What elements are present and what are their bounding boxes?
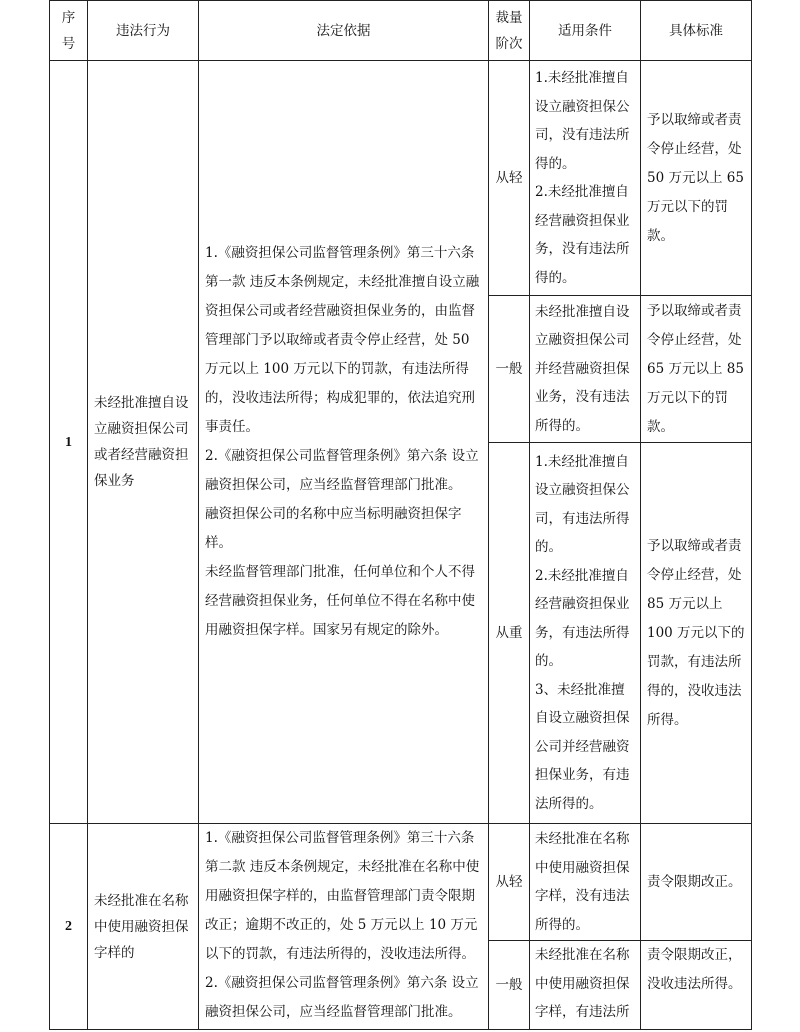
header-std: 具体标准 bbox=[641, 1, 752, 61]
header-basis: 法定依据 bbox=[199, 1, 489, 61]
applicable-condition bbox=[530, 443, 641, 824]
legal-basis-paragraph: 未经监督管理部门批准，任何单位和个人不得经营融资担保业务，任何单位不得在名称中使用融资担保字样。国家另有规定的除外。 bbox=[205, 564, 475, 638]
row-number: 2 bbox=[50, 824, 88, 1030]
violation-act: 未经批准擅自设立融资担保公司或者经营融资担保业务 bbox=[88, 61, 199, 824]
legal-basis-paragraph: 2.《融资担保公司监督管理条例》第六条 设立融资担保公司，应当经监督管理部门批准。 bbox=[205, 975, 479, 1020]
specific-standard: 予以取缔或者责令停止经营，处 65 万元以上 85 万元以下的罚款。 bbox=[641, 296, 752, 443]
condition-item: 未经批准在名称中使用融资担保字样，有违法所 bbox=[535, 947, 630, 1020]
header-seq: 序号 bbox=[50, 1, 88, 61]
applicable-condition bbox=[530, 941, 641, 1030]
row-number: 1 bbox=[50, 61, 88, 824]
header-cond: 适用条件 bbox=[530, 1, 641, 61]
discretion-level: 从轻 bbox=[489, 824, 530, 941]
specific-standard: 责令限期改正。 bbox=[641, 824, 752, 941]
table-row bbox=[50, 61, 752, 296]
header-act: 违法行为 bbox=[88, 1, 199, 61]
discretion-level: 一般 bbox=[489, 941, 530, 1030]
header-level: 裁量阶次 bbox=[489, 1, 530, 61]
condition-item: 2.未经批准擅自经营融资担保业务，有违法所得的。 bbox=[535, 567, 630, 670]
violation-act: 未经批准在名称中使用融资担保字样的 bbox=[88, 824, 199, 1030]
applicable-condition bbox=[530, 296, 641, 443]
specific-standard: 予以取缔或者责令停止经营，处 50 万元以上 65 万元以下的罚款。 bbox=[641, 61, 752, 296]
legal-basis-paragraph: 融资担保公司的名称中应当标明融资担保字样。 bbox=[205, 506, 462, 551]
legal-basis-paragraph: 1.《融资担保公司监督管理条例》第三十六条第二款 违反本条例规定，未经批准在名称中使用融资担保字样的，由监督管理部门责令限期改正；逾期不改正的，处 5 万元以上 10 万元以下的罚款，有违法所得的，没收违法所得。 bbox=[205, 830, 480, 962]
discretion-level: 一般 bbox=[489, 296, 530, 443]
specific-standard: 责令限期改正，没收违法所得。 bbox=[641, 941, 752, 1030]
applicable-condition bbox=[530, 61, 641, 296]
condition-item: 2.未经批准擅自经营融资担保业务，没有违法所得的。 bbox=[535, 184, 630, 286]
specific-standard: 予以取缔或者责令停止经营，处 85 万元以上 100 万元以下的罚款，有违法所得的，没收违法所得。 bbox=[641, 443, 752, 824]
condition-item: 1.未经批准擅自设立融资担保公司，有违法所得的。 bbox=[535, 453, 630, 556]
condition-item: 3、未经批准擅自设立融资担保公司并经营融资担保业务，有违法所得的。 bbox=[535, 681, 630, 812]
discretion-level: 从重 bbox=[489, 443, 530, 824]
legal-basis-paragraph: 2.《融资担保公司监督管理条例》第六条 设立融资担保公司，应当经监督管理部门批准。 bbox=[205, 448, 479, 493]
applicable-condition bbox=[530, 824, 641, 941]
discretion-level: 从轻 bbox=[489, 61, 530, 296]
condition-item: 未经批准擅自设立融资担保公司并经营融资担保业务，没有违法所得的。 bbox=[535, 303, 630, 434]
table-row bbox=[50, 824, 752, 941]
condition-item: 1.未经批准擅自设立融资担保公司，没有违法所得的。 bbox=[535, 70, 630, 172]
penalty-standards-table bbox=[49, 0, 752, 1030]
condition-item: 未经批准在名称中使用融资担保字样，没有违法所得的。 bbox=[535, 831, 630, 933]
legal-basis-paragraph: 1.《融资担保公司监督管理条例》第三十六条第一款 违反本条例规定，未经批准擅自设立融资担保公司或者经营融资担保业务的，由监督管理部门予以取缔或者责令停止经营，处 50 万元以上 100 万元以下的罚款，有违法所得的，没收违法所得；构成犯罪的，依法追究刑事责任。 bbox=[205, 245, 480, 435]
legal-basis bbox=[199, 61, 489, 824]
header-row bbox=[50, 1, 752, 61]
legal-basis bbox=[199, 824, 489, 1030]
